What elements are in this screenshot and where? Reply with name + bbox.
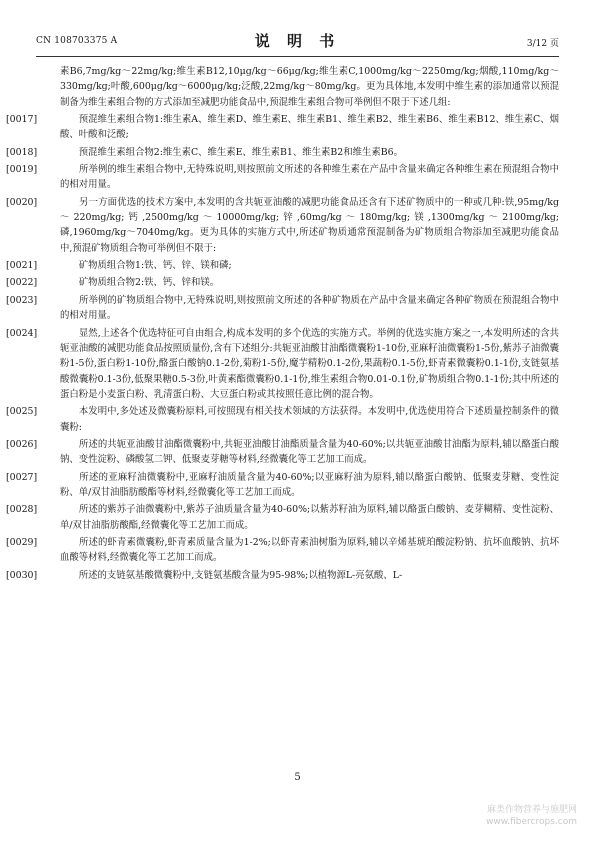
document-body bbox=[6, 64, 559, 585]
paragraph-text: 所述的亚麻籽油微囊粉中,亚麻籽油质量含量为40-60%;以亚麻籽油为原料,辅以酪蛋白酸钠、低聚麦芽糖、变性淀粉、单/双甘油脂肪酸酯等材料,经微囊化等工艺加工而成。 bbox=[60, 471, 559, 498]
paragraph-number: [0020] bbox=[6, 196, 38, 208]
paragraph bbox=[6, 162, 559, 193]
paragraph-text: 预混维生素组合物1:维生素A、维生素D、维生素E、维生素B1、维生素B2、维生素B6、维生素B12、维生素C、烟酸、叶酸和泛酸; bbox=[60, 114, 559, 141]
paragraph bbox=[6, 568, 559, 583]
paragraph bbox=[6, 145, 559, 160]
page-header bbox=[36, 30, 559, 52]
paragraph bbox=[6, 437, 559, 468]
paragraph-text: 所举例的矿物质组合物中,无特殊说明,则按照前文所述的各种矿物质在产品中含量来确定各种矿物质在预混组合物中的相对用量。 bbox=[60, 294, 559, 322]
paragraph-number: [0024] bbox=[6, 327, 38, 339]
paragraph bbox=[60, 64, 559, 110]
paragraph-number: [0029] bbox=[6, 536, 38, 548]
page-indicator: 3/12 页 bbox=[526, 39, 559, 49]
paragraph bbox=[6, 258, 559, 273]
watermark-url: www.fibercrops.com bbox=[486, 817, 577, 827]
paragraph bbox=[6, 470, 559, 501]
paragraph bbox=[6, 502, 559, 533]
paragraph-text: 所述的虾青素微囊粉,虾青素质量含量为1-2%;以虾青素油树脂为原料,辅以辛烯基琥珀酸淀粉钠、抗坏血酸钠、抗坏血酸等材料,经微囊化等工艺加工而成。 bbox=[60, 536, 559, 564]
paragraph-number: [0030] bbox=[6, 569, 38, 581]
watermark-site-name: 麻类作物营养与施肥网 bbox=[486, 805, 577, 815]
paragraph-number: [0023] bbox=[6, 294, 38, 306]
paragraph bbox=[6, 535, 559, 566]
paragraph-text: 矿物质组合物1:铁、钙、锌、镁和磷; bbox=[60, 260, 232, 272]
paragraph-text: 所举例的维生素组合物中,无特殊说明,则按照前文所述的各种维生素在产品中含量来确定各种维生素在预混组合物中的相对用量。 bbox=[60, 164, 559, 191]
header-divider bbox=[36, 56, 559, 57]
paragraph bbox=[6, 112, 559, 143]
paragraph-text: 预混维生素组合物2:维生素C、维生素E、维生素B1、维生素B2和维生素B6。 bbox=[60, 146, 403, 158]
paragraph-text: 显然,上述各个优选特征可自由组合,构成本发明的多个优选的实施方式。举例的优选实施方案之一,本发明所述的含共轭亚油酸的减肥功能食品按照质量份,含有下述组分:共轭亚油酸甘油酯微囊粉1-10份,亚麻籽油微囊粉1-5份,紫苏子油微囊粉1-5份,蛋白粉1-10份,酪蛋白酸钠0.1-2份,菊粉1-5份,魔芋精粉0.1-2份,果蔬粉0.1-5份,虾青素微囊粉0.1-1份,支链氨基酸微囊粉0.1-3份,低聚果糖0.5-3份,叶黄素酯微囊粉0.1-1份,维生素组合物0.01-0.1份,矿物质组合物0.1-1份;其中所述的蛋白粉是小麦蛋白粉、乳清蛋白粉、大豆蛋白粉或其按照任意比例的混合物。 bbox=[60, 327, 559, 400]
paragraph-number: [0027] bbox=[6, 471, 38, 483]
paragraph-text: 矿物质组合物2:铁、钙、锌和镁。 bbox=[60, 277, 220, 289]
paragraph bbox=[6, 326, 559, 403]
paragraph-number: [0017] bbox=[6, 114, 38, 126]
paragraph-text: 所述的紫苏子油微囊粉中,紫苏子油质量含量为40-60%;以紫苏籽油为原料,辅以酪蛋白酸钠、麦芽糊精、变性淀粉、单/双甘油脂肪酸酯,经微囊化等工艺加工而成。 bbox=[60, 504, 559, 531]
paragraph-text: 所述的支链氨基酸微囊粉中,支链氨基酸含量为95-98%;以植物源L-亮氨酸、L- bbox=[60, 569, 403, 581]
paragraph-number: [0025] bbox=[6, 406, 38, 418]
patent-number: CN 108703375 A bbox=[36, 36, 118, 46]
paragraph-text: 所述的共轭亚油酸甘油酯微囊粉中,共轭亚油酸甘油酯质量含量为40-60%;以共轭亚油酸甘油酯为原料,辅以酪蛋白酸钠、变性淀粉、磷酸氢二钾、低聚麦芽糖等材料,经微囊化等工艺加工而成。 bbox=[60, 438, 559, 466]
paragraph-text: 本发明中,多处述及微囊粉原料,可按照现有相关技术领域的方法获得。本发明中,优选使用符合下述质量控制条件的微囊粉: bbox=[60, 406, 559, 433]
paragraph-number: [0028] bbox=[6, 504, 38, 516]
document-title: 说 明 书 bbox=[254, 32, 341, 50]
paragraph-text: 素B6,7mg/kg～22mg/kg;维生素B12,10μg/kg～66μg/kg;维生素C,1000mg/kg～2250mg/kg;烟酸,110mg/kg～330mg/kg;叶酸,600μg/kg～6000μg/kg;泛酸,22mg/kg～80mg/kg。更为具体地,本发明中维生素的添加通常以预混制备为维生素组合物的方式添加至减肥功能食品中,预混维生素组合物可举例但不限于下述几组: bbox=[60, 66, 559, 108]
paragraph-text: 另一方面优选的技术方案中,本发明的含共轭亚油酸的减肥功能食品还含有下述矿物质中的一种或几种:铁,95mg/kg～220mg/kg;钙,2500mg/kg～10000mg/kg;锌,60mg/kg～180mg/kg;镁,1300mg/kg～2100mg/kg;磷,1960mg/kg～7040mg/kg。更为具体的实施方式中,所述矿物质通常预混制备为矿物质组合物添加至减肥功能食品中,预混矿物质组合物可举例但不限于: bbox=[60, 196, 559, 254]
paragraph-number: [0026] bbox=[6, 438, 38, 450]
paragraph bbox=[6, 275, 559, 290]
page-number: 5 bbox=[294, 772, 301, 783]
site-watermark bbox=[486, 804, 577, 828]
paragraph-number: [0022] bbox=[6, 277, 38, 289]
paragraph-number: [0018] bbox=[6, 146, 38, 158]
paragraph bbox=[6, 293, 559, 324]
paragraph-number: [0019] bbox=[6, 164, 38, 176]
paragraph-number: [0021] bbox=[6, 260, 38, 272]
paragraph bbox=[6, 195, 559, 256]
paragraph bbox=[6, 404, 559, 435]
